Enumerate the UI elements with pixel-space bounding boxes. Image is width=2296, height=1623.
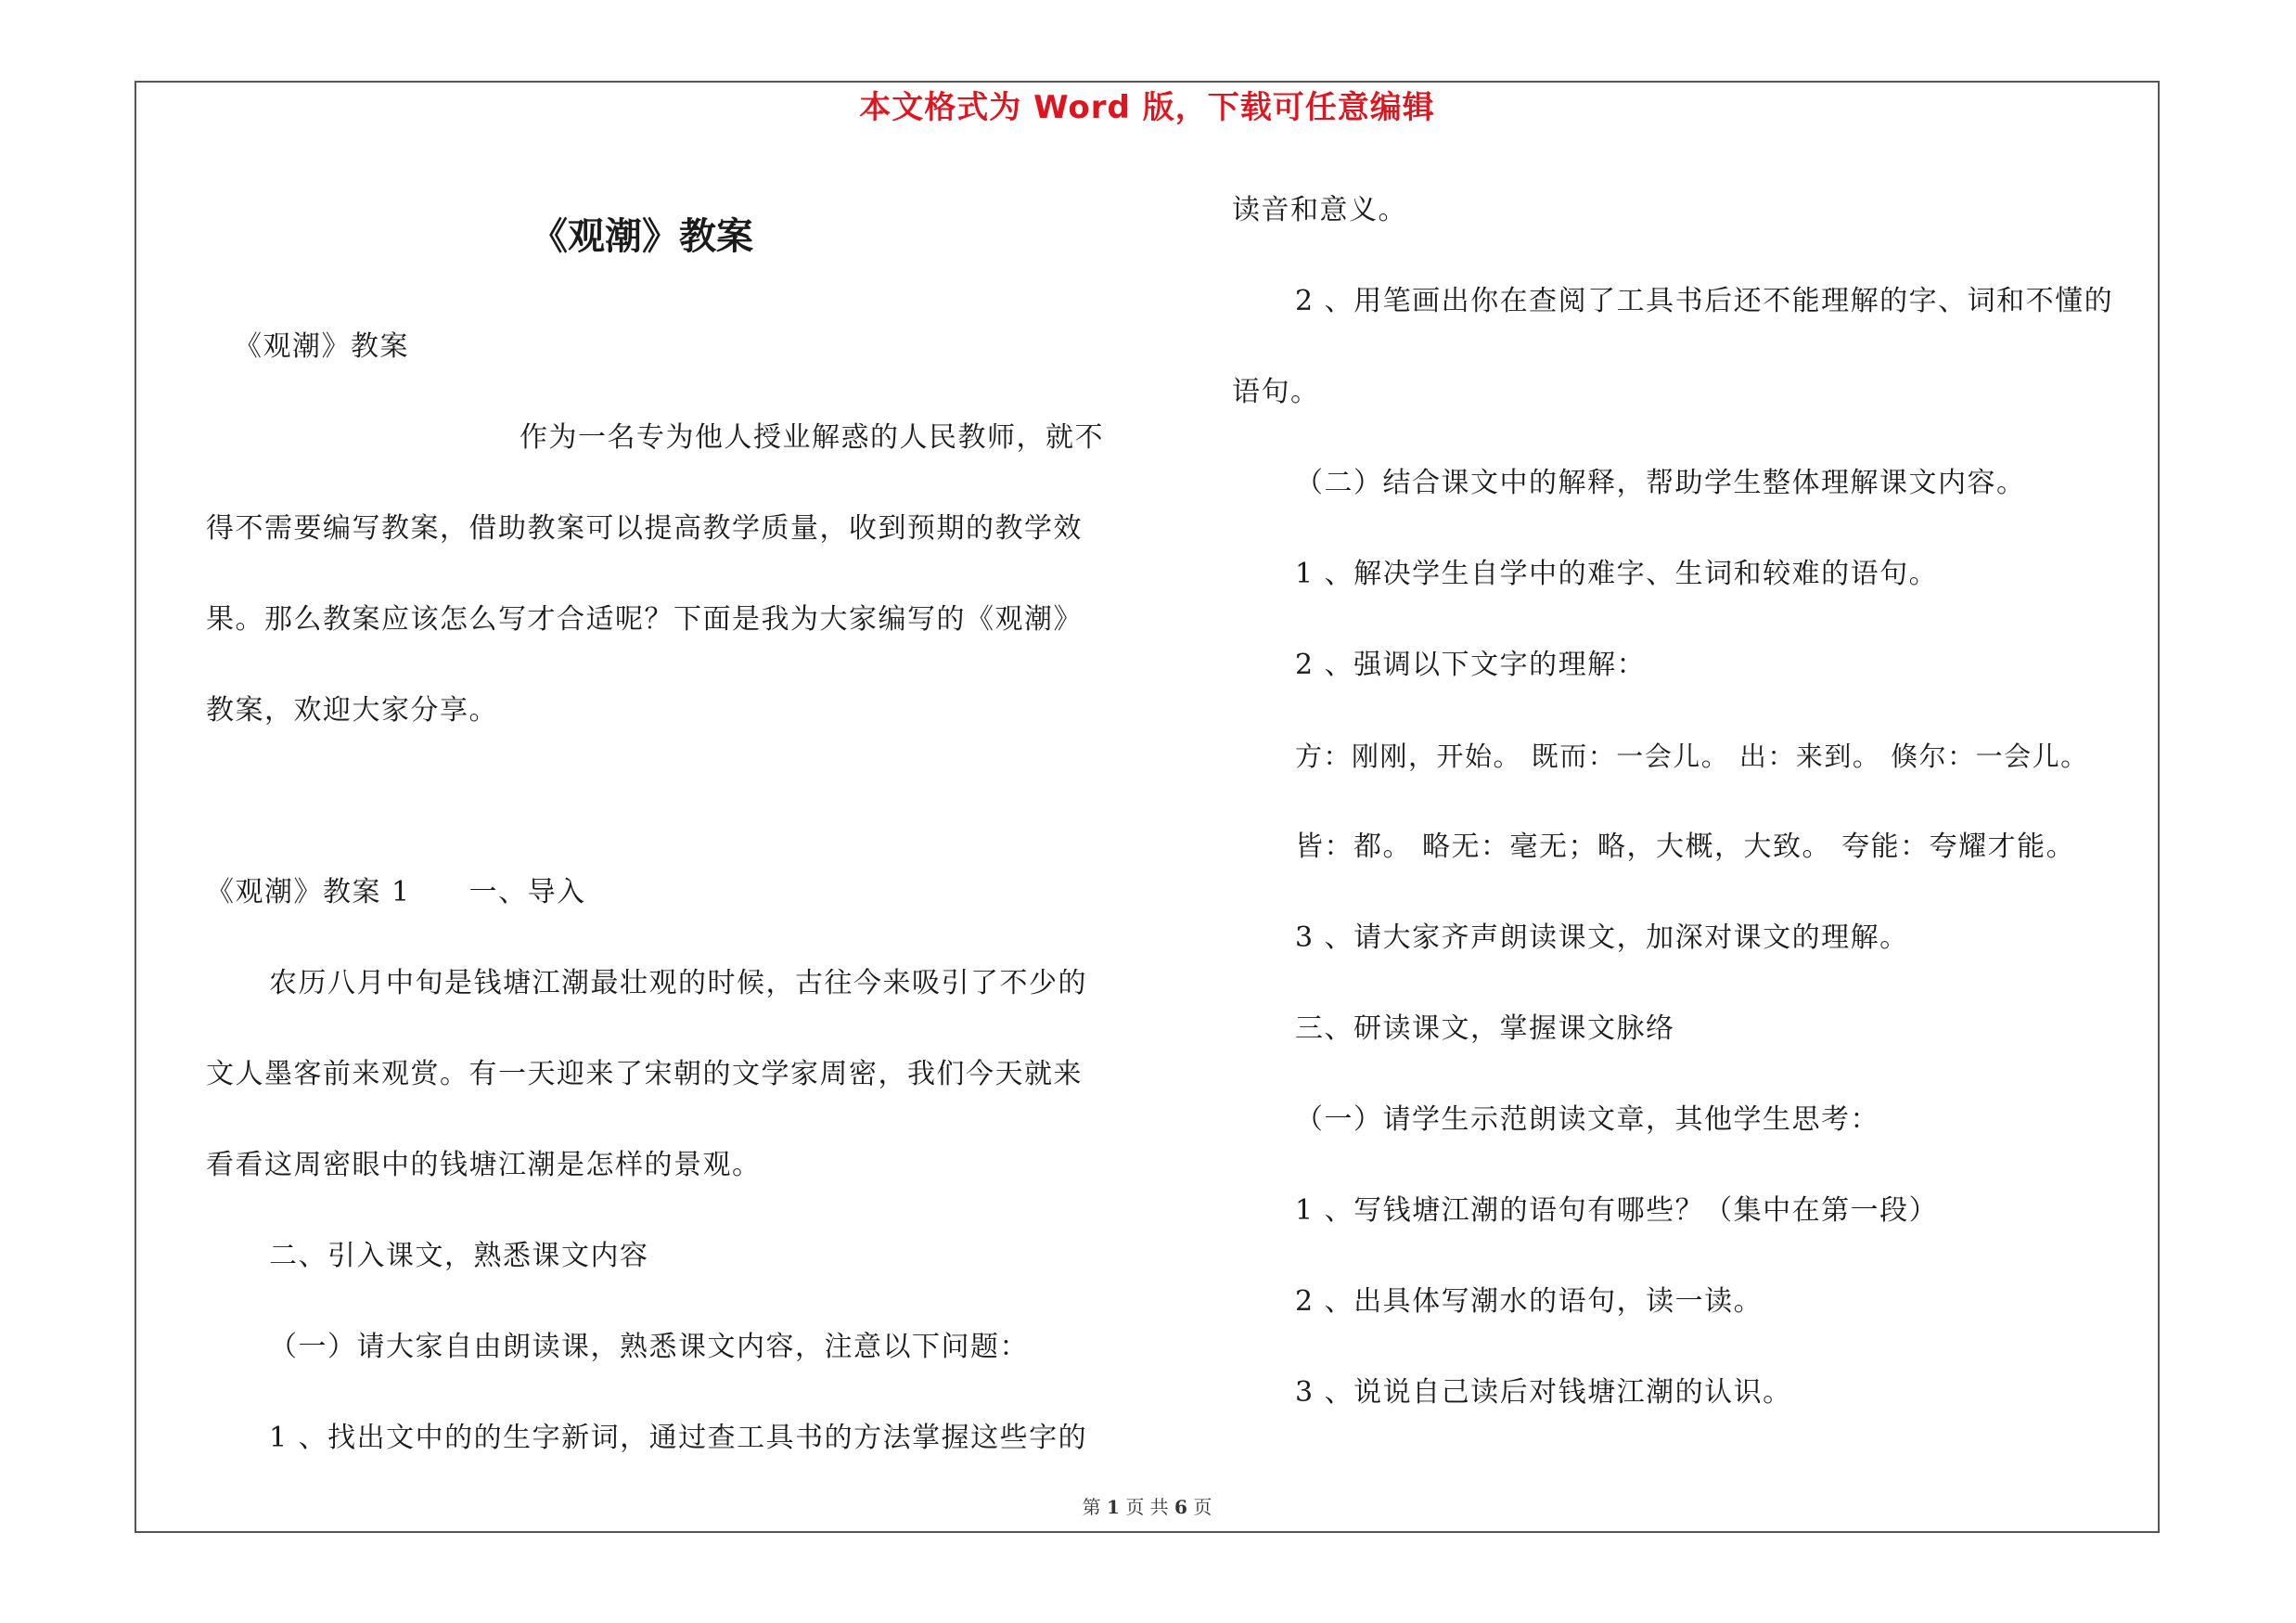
page-number-footer	[135, 1488, 2160, 1526]
list-item-line: 3 、请大家齐声朗读课文，加深对课文的理解。	[1295, 921, 1909, 954]
list-item-line: 1 、找出文中的的生字新词，通过查工具书的方法掌握这些字的	[269, 1422, 1088, 1454]
subsection-line: （二）结合课文中的解释，帮助学生整体理解课文内容。	[1295, 467, 2026, 499]
footer-current-page: 1	[1107, 1496, 1120, 1518]
footer-middle: 页 共	[1125, 1496, 1169, 1518]
paragraph-line: 看看这周密眼中的钱塘江潮是怎样的景观。	[206, 1149, 762, 1181]
footer-suffix: 页	[1193, 1496, 1212, 1518]
document-title: 《观潮》教案	[531, 214, 753, 258]
paragraph-line: 读音和意义。	[1232, 194, 1407, 226]
list-item-line: 2 、用笔画出你在查阅了工具书后还不能理解的字、词和不懂的	[1295, 285, 2114, 317]
glossary-line: 方：刚刚，开始。 既而：一会儿。 出：来到。 倏尔：一会儿。	[1295, 741, 2089, 772]
list-item-line: 2 、出具体写潮水的语句，读一读。	[1295, 1285, 1764, 1318]
list-item-line: 2 、强调以下文字的理解：	[1295, 649, 1647, 681]
list-item-line: 1 、解决学生自学中的难字、生词和较难的语句。	[1295, 558, 1939, 590]
left-column	[206, 0, 1152, 1623]
section-heading-lesson-1: 《观潮》教案 1 一、导入	[206, 876, 586, 908]
list-item-line: 3 、说说自己读后对钱塘江潮的认识。	[1295, 1376, 1792, 1409]
intro-line-3: 果。那么教案应该怎么写才合适呢？下面是我为大家编写的《观潮》	[206, 603, 1083, 636]
footer-prefix: 第	[1082, 1496, 1101, 1518]
right-column	[1225, 0, 2171, 1623]
intro-line-2: 得不需要编写教案，借助教案可以提高教学质量，收到预期的教学效	[206, 512, 1083, 545]
section-heading-3: 三、研读课文，掌握课文脉络	[1295, 1012, 1675, 1045]
paragraph-line: 文人墨客前来观赏。有一天迎来了宋朝的文学家周密，我们今天就来	[206, 1058, 1083, 1090]
intro-line-4: 教案，欢迎大家分享。	[206, 694, 498, 727]
list-item-line: 1 、写钱塘江潮的语句有哪些？（集中在第一段）	[1295, 1194, 1939, 1227]
glossary-line: 皆：都。 略无：毫无；略，大概，大致。 夸能：夸耀才能。	[1295, 831, 2076, 863]
footer-total-pages: 6	[1174, 1496, 1187, 1518]
subsection-line: （一）请学生示范朗读文章，其他学生思考：	[1295, 1103, 1879, 1136]
paragraph-line: 农历八月中旬是钱塘江潮最壮观的时候，古往今来吸引了不少的	[269, 967, 1087, 999]
intro-line-1: 作为一名专为他人授业解惑的人民教师，就不	[519, 421, 1104, 454]
subsection-line: （一）请大家自由朗读课，熟悉课文内容，注意以下问题：	[269, 1331, 1029, 1363]
subtitle-line: 《观潮》教案	[234, 330, 409, 363]
section-heading-2: 二、引入课文，熟悉课文内容	[269, 1240, 649, 1272]
paragraph-line: 语句。	[1232, 376, 1320, 408]
editable-notice-banner: 本文格式为 Word 版，下载可任意编辑	[859, 89, 1435, 126]
